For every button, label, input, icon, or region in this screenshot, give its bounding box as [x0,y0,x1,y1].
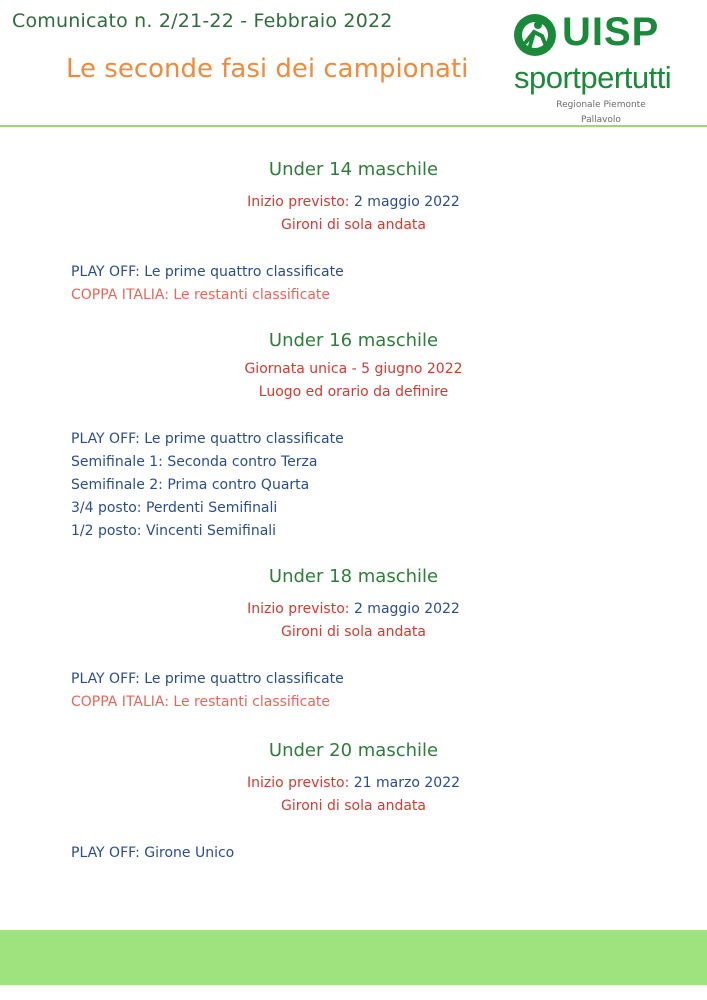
section-title: Under 20 maschile [268,740,439,761]
start-date-value: 2 maggio 2022 [349,194,460,210]
list-item [71,287,330,303]
list-item [71,431,344,447]
item-label: COPPA ITALIA: [71,287,169,303]
header-title: Comunicato n. 2/21-22 - Febbraio 2022 [12,10,393,32]
format-note: Gironi di sola andata [281,217,426,233]
item-label: PLAY OFF: [71,671,140,687]
uisp-runner-icon [512,12,558,58]
format-note: Gironi di sola andata [281,624,426,640]
item-label: PLAY OFF: [71,845,140,861]
list-item [71,671,344,687]
logo-tagline: sportpertutti [514,60,672,95]
item-label: PLAY OFF: [71,431,140,447]
list-item: 3/4 posto: Perdenti Semifinali [71,500,278,516]
start-date [0,601,707,617]
header-subtitle: Le seconde fasi dei campionati [66,54,469,84]
logo-region: Regionale Piemonte [556,100,646,110]
list-item: Semifinale 2: Prima contro Quarta [71,477,310,493]
footer-band [0,930,707,985]
start-date-label: Inizio previsto: [247,601,350,617]
start-date [0,194,707,210]
item-text: Le prime quattro classificate [139,431,344,447]
item-label: COPPA ITALIA: [71,694,169,710]
list-item [71,694,330,710]
format-note: Gironi di sola andata [281,798,426,814]
section-title: Under 18 maschile [268,566,439,587]
match-day [0,361,707,377]
item-text: Le prime quattro classificate [139,671,344,687]
start-date [0,775,707,791]
list-item: Semifinale 1: Seconda contro Terza [71,454,318,470]
list-item [71,264,344,280]
item-text: Le restanti classificate [168,694,331,710]
header-divider [0,125,707,127]
item-text: Le prime quattro classificate [139,264,344,280]
match-day-label: Giornata unica - [244,361,362,377]
section-title: Under 14 maschile [268,159,439,180]
start-date-value: 21 marzo 2022 [349,775,461,791]
logo-brand: UISP [562,10,660,54]
item-text: Girone Unico [139,845,235,861]
location-note: Luogo ed orario da definire [258,384,449,400]
list-item: 1/2 posto: Vincenti Semifinali [71,523,277,539]
start-date-label: Inizio previsto: [246,775,350,791]
section-title: Under 16 maschile [268,330,439,351]
match-day-value: 5 giugno 2022 [361,361,463,377]
uisp-logo [512,8,692,128]
start-date-value: 2 maggio 2022 [349,601,460,617]
item-label: PLAY OFF: [71,264,140,280]
start-date-label: Inizio previsto: [247,194,350,210]
item-text: Le restanti classificate [168,287,331,303]
logo-sport: Pallavolo [581,115,621,125]
list-item [71,845,234,861]
